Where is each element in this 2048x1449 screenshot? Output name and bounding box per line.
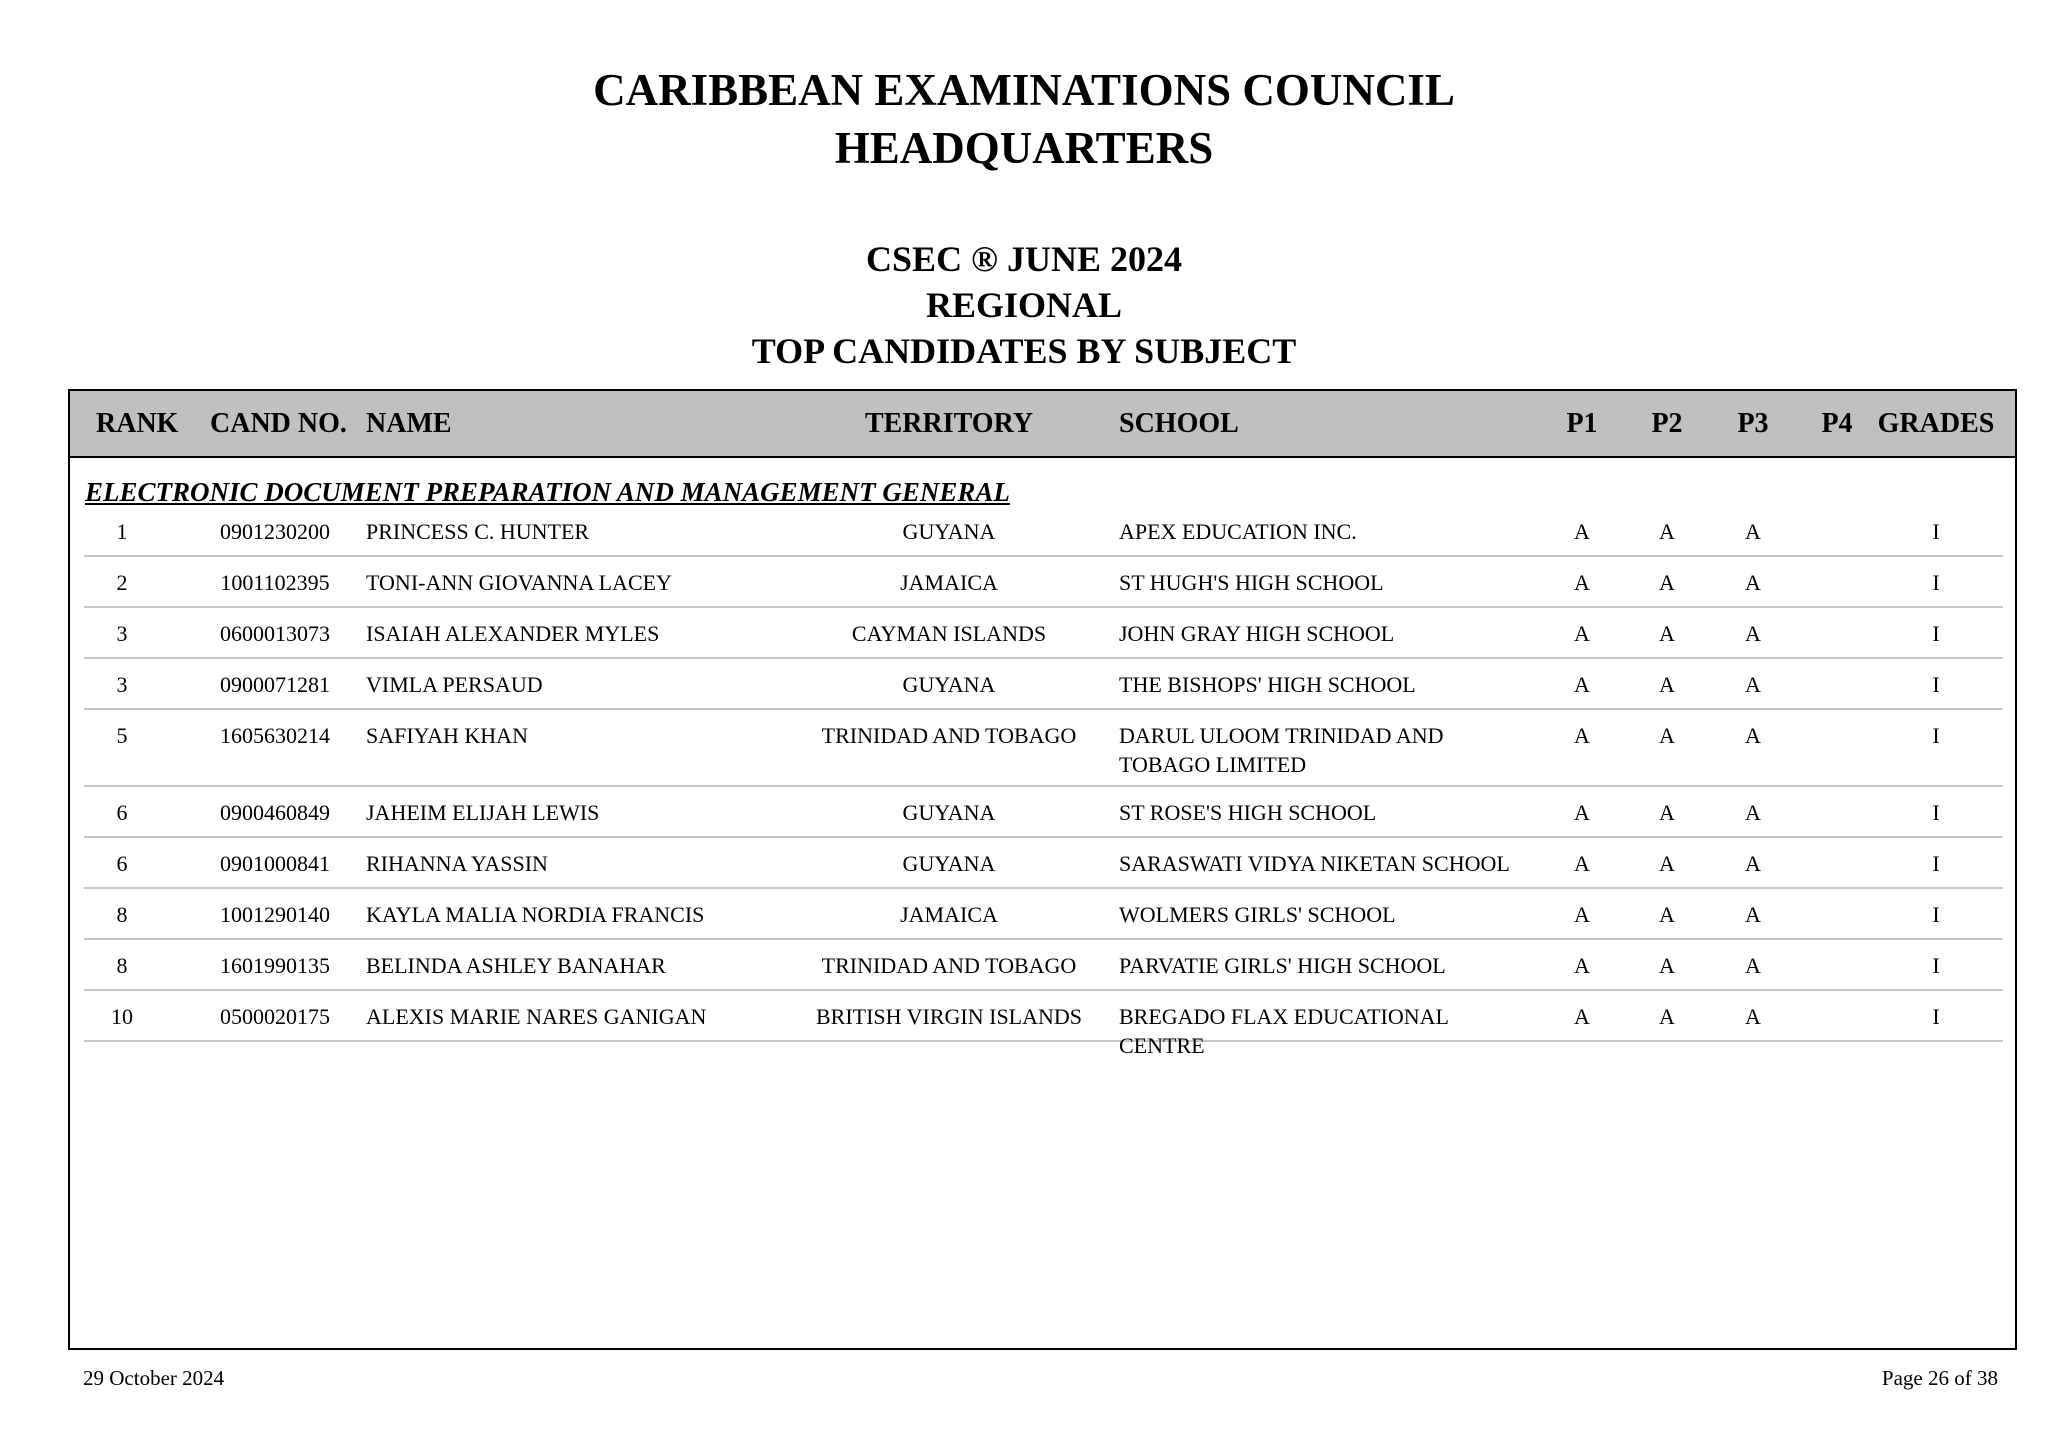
cell-territory: JAMAICA — [900, 902, 998, 927]
col-cand-no-header: CAND NO. — [210, 408, 347, 439]
cell-territory: TRINIDAD AND TOBAGO — [821, 723, 1077, 748]
cell-name: ISAIAH ALEXANDER MYLES — [366, 621, 660, 646]
col-p1-header: P1 — [1566, 408, 1598, 439]
cell-p2: A — [1659, 851, 1675, 876]
cell-p1: A — [1574, 570, 1590, 595]
cell-territory: GUYANA — [902, 672, 996, 697]
office-title: HEADQUARTERS — [834, 123, 1214, 173]
cell-cand-no: 1001102395 — [220, 570, 330, 595]
cell-school: THE BISHOPS' HIGH SCHOOL — [1119, 672, 1416, 697]
cell-p1: A — [1574, 902, 1590, 927]
cell-p3: A — [1745, 902, 1761, 927]
table-row — [84, 838, 2003, 889]
cell-p2: A — [1659, 723, 1675, 748]
cell-cand-no: 1605630214 — [220, 723, 330, 748]
cell-school: WOLMERS GIRLS' SCHOOL — [1119, 902, 1396, 927]
cell-rank: 2 — [116, 570, 128, 595]
scope-title: REGIONAL — [925, 285, 1123, 325]
cell-grade: I — [1932, 723, 1940, 748]
cell-cand-no: 1601990135 — [220, 953, 330, 978]
subject-heading: ELECTRONIC DOCUMENT PREPARATION AND MANAGEMENT GENERAL — [85, 477, 1010, 507]
col-p4-header: P4 — [1821, 408, 1853, 439]
cell-name: SAFIYAH KHAN — [366, 723, 528, 748]
table-row — [84, 557, 2003, 608]
report-date: 29 October 2024 — [83, 1366, 225, 1390]
cell-p2: A — [1659, 800, 1675, 825]
cell-name: JAHEIM ELIJAH LEWIS — [366, 800, 600, 825]
cell-rank: 1 — [116, 519, 128, 544]
cell-rank: 3 — [116, 621, 128, 646]
cell-name: BELINDA ASHLEY BANAHAR — [366, 953, 666, 978]
cell-p3: A — [1745, 723, 1761, 748]
cell-territory: TRINIDAD AND TOBAGO — [821, 953, 1077, 978]
cell-p1: A — [1574, 851, 1590, 876]
cell-grade: I — [1932, 851, 1940, 876]
cell-p1: A — [1574, 519, 1590, 544]
table-row — [84, 659, 2003, 710]
cell-p2: A — [1659, 570, 1675, 595]
table-header-row — [70, 391, 2015, 458]
cell-p2: A — [1659, 902, 1675, 927]
cell-school: PARVATIE GIRLS' HIGH SCHOOL — [1119, 953, 1446, 978]
cell-grade: I — [1932, 621, 1940, 646]
col-p3-header: P3 — [1737, 408, 1769, 439]
cell-grade: I — [1932, 519, 1940, 544]
cell-territory: GUYANA — [902, 851, 996, 876]
col-rank-header: RANK — [96, 408, 179, 439]
cell-cand-no: 0901000841 — [220, 851, 330, 876]
table-row — [84, 608, 2003, 659]
col-grades-header: GRADES — [1877, 408, 1995, 439]
cell-rank: 6 — [116, 800, 128, 825]
table-row — [84, 506, 2003, 557]
cell-p2: A — [1659, 621, 1675, 646]
cell-name: PRINCESS C. HUNTER — [366, 519, 590, 544]
cell-school: SARASWATI VIDYA NIKETAN SCHOOL — [1119, 851, 1510, 876]
cell-territory: GUYANA — [902, 519, 996, 544]
cell-rank: 8 — [116, 953, 128, 978]
cell-grade: I — [1932, 570, 1940, 595]
table-row — [84, 787, 2003, 838]
cell-p2: A — [1659, 953, 1675, 978]
cell-school: BREGADO FLAX EDUCATIONAL CENTRE — [1119, 1004, 1449, 1058]
cell-p3: A — [1745, 570, 1761, 595]
cell-school: ST HUGH'S HIGH SCHOOL — [1119, 570, 1384, 595]
cell-p2: A — [1659, 519, 1675, 544]
page-number: Page 26 of 38 — [1881, 1366, 1998, 1390]
cell-cand-no: 0500020175 — [220, 1004, 330, 1029]
cell-p3: A — [1745, 519, 1761, 544]
cell-p1: A — [1574, 1004, 1590, 1029]
cell-grade: I — [1932, 902, 1940, 927]
cell-cand-no: 0901230200 — [220, 519, 330, 544]
cell-rank: 10 — [111, 1004, 133, 1029]
col-p2-header: P2 — [1651, 408, 1683, 439]
cell-p1: A — [1574, 621, 1590, 646]
cell-territory: CAYMAN ISLANDS — [851, 621, 1047, 646]
cell-p2: A — [1659, 672, 1675, 697]
cell-p1: A — [1574, 800, 1590, 825]
cell-territory: GUYANA — [902, 800, 996, 825]
cell-p3: A — [1745, 800, 1761, 825]
cell-cand-no: 1001290140 — [220, 902, 330, 927]
cell-p1: A — [1574, 723, 1590, 748]
cell-name: VIMLA PERSAUD — [366, 672, 543, 697]
table-row — [84, 710, 2003, 787]
results-table — [68, 389, 2017, 1350]
cell-grade: I — [1932, 953, 1940, 978]
cell-p1: A — [1574, 672, 1590, 697]
cell-rank: 6 — [116, 851, 128, 876]
cell-rank: 5 — [116, 723, 128, 748]
cell-p3: A — [1745, 953, 1761, 978]
cell-school: ST ROSE'S HIGH SCHOOL — [1119, 800, 1377, 825]
cell-p3: A — [1745, 621, 1761, 646]
col-territory-header: TERRITORY — [864, 408, 1034, 439]
org-title: CARIBBEAN EXAMINATIONS COUNCIL — [593, 65, 1455, 115]
cell-school: JOHN GRAY HIGH SCHOOL — [1119, 621, 1395, 646]
cell-name: RIHANNA YASSIN — [366, 851, 548, 876]
table-row — [84, 991, 2003, 1058]
cell-territory: JAMAICA — [900, 570, 998, 595]
cell-grade: I — [1932, 672, 1940, 697]
cell-school: APEX EDUCATION INC. — [1119, 519, 1357, 544]
cell-p3: A — [1745, 851, 1761, 876]
cell-p1: A — [1574, 953, 1590, 978]
cell-p2: A — [1659, 1004, 1675, 1029]
cell-name: TONI-ANN GIOVANNA LACEY — [366, 570, 672, 595]
report-title: TOP CANDIDATES BY SUBJECT — [751, 331, 1297, 371]
cell-name: ALEXIS MARIE NARES GANIGAN — [366, 1004, 707, 1029]
cell-cand-no: 0900071281 — [220, 672, 330, 697]
cell-name: KAYLA MALIA NORDIA FRANCIS — [366, 902, 705, 927]
cell-cand-no: 0600013073 — [220, 621, 330, 646]
cell-rank: 8 — [116, 902, 128, 927]
cell-p3: A — [1745, 672, 1761, 697]
col-name-header: NAME — [366, 408, 452, 439]
cell-school: DARUL ULOOM TRINIDAD AND TOBAGO LIMITED — [1119, 723, 1444, 777]
cell-cand-no: 0900460849 — [220, 800, 330, 825]
cell-p3: A — [1745, 1004, 1761, 1029]
table-row — [84, 889, 2003, 940]
cell-grade: I — [1932, 1004, 1940, 1029]
exam-title: CSEC ® JUNE 2024 — [866, 239, 1182, 279]
cell-rank: 3 — [116, 672, 128, 697]
cell-grade: I — [1932, 800, 1940, 825]
cell-territory: BRITISH VIRGIN ISLANDS — [815, 1004, 1083, 1029]
table-row — [84, 940, 2003, 991]
col-school-header: SCHOOL — [1119, 408, 1239, 439]
